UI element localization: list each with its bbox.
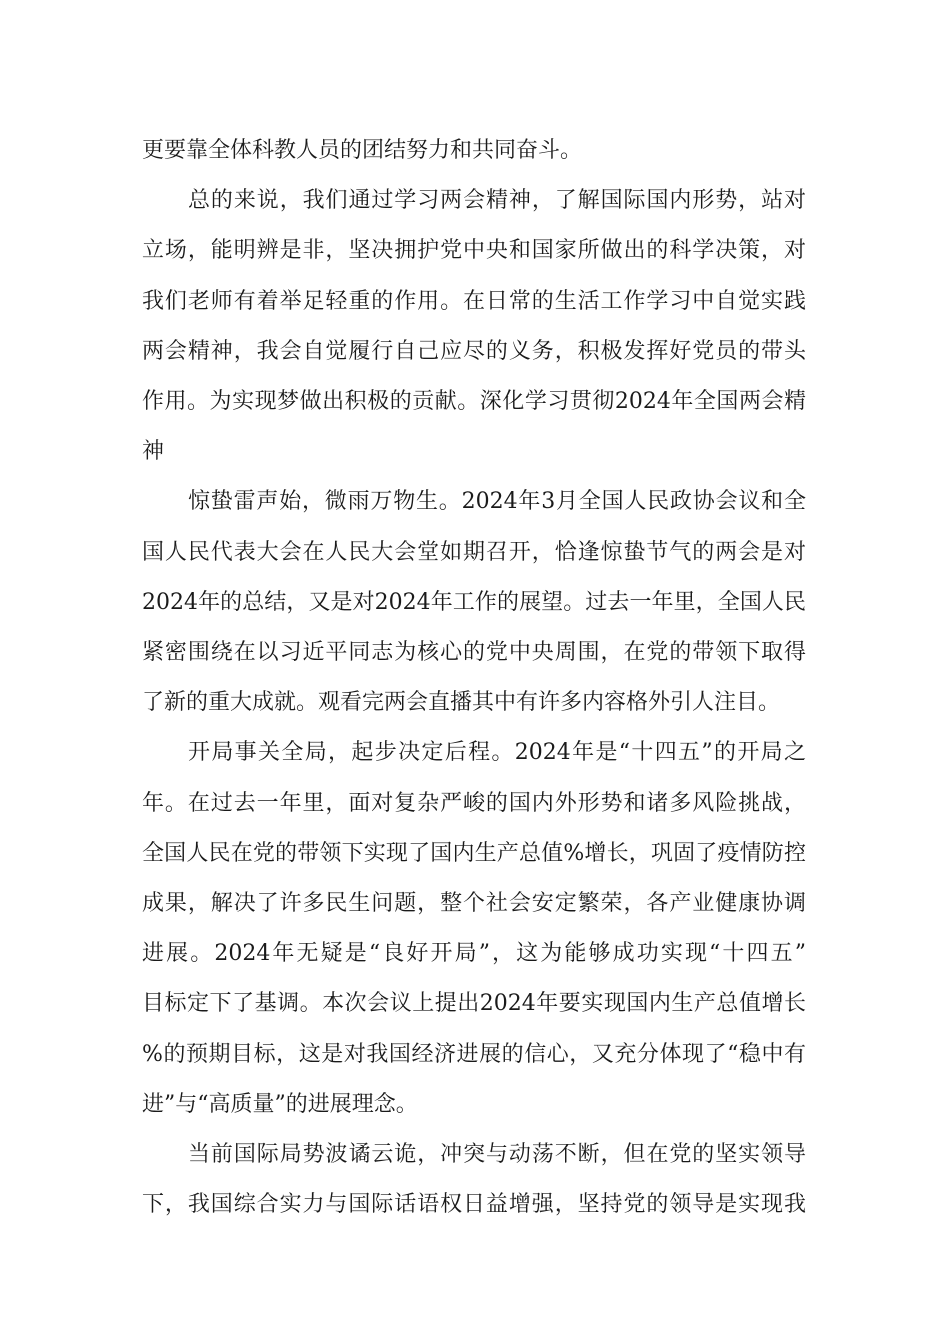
text-line: 国人民代表大会在人民大会堂如期召开，恰逢惊蛰节气的两会是对 [142,539,806,565]
text-line: 我们老师有着举足轻重的作用。在日常的生活工作学习中自觉实践 [142,288,806,314]
text-line: 紧密围绕在以习近平同志为核心的党中央周围，在党的带领下取得 [142,640,806,666]
text-line: 成果，解决了许多民生问题，整个社会安定繁荣，各产业健康协调 [142,891,806,917]
paragraph [142,728,806,1130]
text-line: 进”与“高质量”的进展理念。 [142,1091,418,1117]
text-line: 神 [142,439,165,465]
text-line: 当前国际局势波谲云诡，冲突与动荡不断，但在党的坚实领导 [188,1142,806,1168]
text-line: 开局事关全局，起步决定后程。2024年是“十四五”的开局之 [188,740,806,766]
text-line: 2024年的总结，又是对2024年工作的展望。过去一年里，全国人民 [142,589,806,615]
text-line: 总的来说，我们通过学习两会精神，了解国际国内形势，站对 [188,188,806,214]
text-line: 进展。2024年无疑是“良好开局”，这为能够成功实现“十四五” [142,941,806,967]
paragraph [142,126,806,176]
text-line: 惊蛰雷声始，微雨万物生。2024年3月全国人民政协会议和全 [188,489,806,515]
text-line: 目标定下了基调。本次会议上提出2024年要实现国内生产总值增长 [142,991,806,1017]
document-body [142,126,806,1230]
paragraph [142,477,806,728]
text-line: 了新的重大成就。观看完两会直播其中有许多内容格外引人注目。 [142,690,781,716]
text-line: 全国人民在党的带领下实现了国内生产总值%增长，巩固了疫情防控 [142,840,806,866]
paragraph [142,176,806,477]
text-line: 年。在过去一年里，面对复杂严峻的国内外形势和诸多风险挑战， [142,790,806,816]
text-line: 更要靠全体科教人员的团结努力和共同奋斗。 [142,138,583,163]
text-line: %的预期目标，这是对我国经济进展的信心，又充分体现了“稳中有 [142,1041,806,1067]
text-line: 两会精神，我会自觉履行自己应尽的义务，积极发挥好党员的带头 [142,338,806,364]
paragraph [142,1130,806,1230]
text-line: 下，我国综合实力与国际话语权日益增强，坚持党的领导是实现我 [142,1192,806,1218]
text-line: 立场，能明辨是非，坚决拥护党中央和国家所做出的科学决策，对 [142,238,806,264]
text-line: 作用。为实现梦做出积极的贡献。深化学习贯彻2024年全国两会精 [142,389,806,415]
